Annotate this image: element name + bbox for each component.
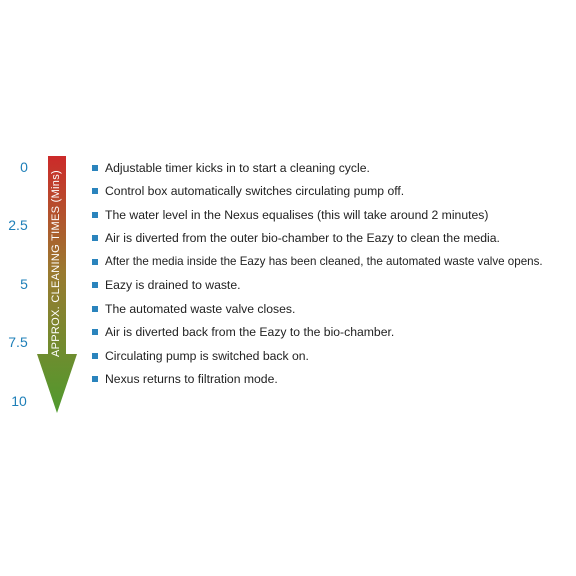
square-bullet-icon [92,353,98,359]
list-item [92,297,543,321]
step-text: The automated waste valve closes. [105,301,296,316]
list-item [92,227,543,251]
square-bullet-icon [92,259,98,265]
square-bullet-icon [92,235,98,241]
step-text: Circulating pump is switched back on. [105,348,309,363]
list-item [92,250,543,274]
step-text: Control box automatically switches circulating pump off. [105,184,405,199]
square-bullet-icon [92,306,98,312]
list-item [92,274,543,298]
tick-label-10: 10 [11,393,27,409]
square-bullet-icon [92,282,98,288]
list-item [92,321,543,345]
square-bullet-icon [92,212,98,218]
step-text: After the media inside the Eazy has been cleaned, the automated waste valve opens. [105,255,543,269]
tick-label-2-5: 2.5 [8,217,28,233]
step-text: The water level in the Nexus equalises (this will take around 2 minutes) [105,207,489,222]
list-item [92,368,543,392]
steps-list [92,156,543,391]
square-bullet-icon [92,165,98,171]
tick-label-5: 5 [20,276,28,292]
step-text: Eazy is drained to waste. [105,278,241,293]
square-bullet-icon [92,329,98,335]
tick-label-0: 0 [20,159,28,175]
step-text: Air is diverted back from the Eazy to the bio-chamber. [105,325,395,340]
list-item [92,156,543,180]
step-text: Adjustable timer kicks in to start a cleaning cycle. [105,160,370,175]
list-item [92,180,543,204]
axis-title: APPROX. CLEANING TIMES (Mins) [50,170,62,358]
square-bullet-icon [92,188,98,194]
step-text: Nexus returns to filtration mode. [105,372,278,387]
tick-label-7-5: 7.5 [8,334,28,350]
list-item [92,344,543,368]
step-text: Air is diverted from the outer bio-chamber to the Eazy to clean the media. [105,231,500,246]
square-bullet-icon [92,376,98,382]
list-item [92,203,543,227]
